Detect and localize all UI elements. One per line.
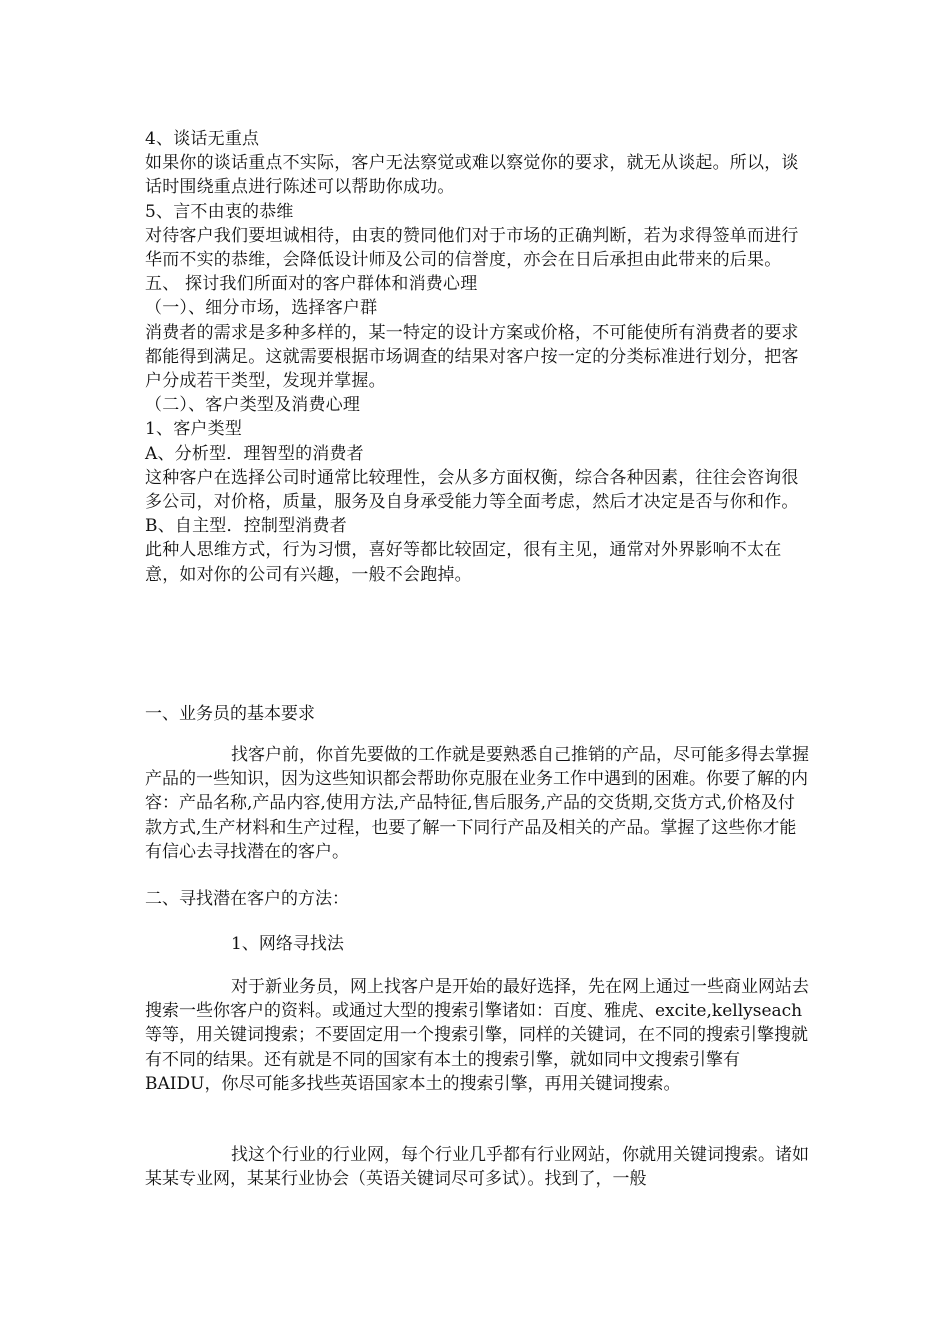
paragraph-5: 对待客户我们要坦诚相待，由衷的赞同他们对于市场的正确判断，若为求得签单而进行华而不实的恭维，会降低设计师及公司的信誉度，亦会在日后承担由此带来的后果。 xyxy=(145,225,799,271)
paragraph-type-b: 此种人思维方式，行为习惯，喜好等都比较固定，很有主见，通常对外界影响不太在意，如对你的公司有兴趣，一般不会跑掉。 xyxy=(145,540,782,585)
section-part1 xyxy=(145,127,810,587)
paragraph-type-a: 这种客户在选择公司时通常比较理性，会从多方面权衡，综合各种因素，往往会咨询很多公司，对价格，质量，服务及自身承受能力等全面考虑，然后才决定是否与你和作。 xyxy=(145,467,799,513)
heading-five: 五、 探讨我们所面对的客户群体和消费心理 xyxy=(145,274,478,295)
heading-sub2: （二）、客户类型及消费心理 xyxy=(145,395,361,416)
heading-type-a: A、分析型．理智型的消费者 xyxy=(145,443,364,464)
paragraph-4: 如果你的谈话重点不实际，客户无法察觉或难以察觉你的要求，就无从谈起。所以，谈话时围绕重点进行陈述可以帮助你成功。 xyxy=(145,153,799,198)
paragraph-method-1b: 找这个行业的行业网，每个行业几乎都有行业网站，你就用关键词搜索。诸如某某专业网，某某行业协会（英语关键词尽可多试）。找到了，一般 xyxy=(145,1145,809,1190)
heading-types: 1、客户类型 xyxy=(145,419,243,440)
heading-two: 二、寻找潜在客户的方法： xyxy=(145,889,349,909)
heading-4: 4、谈话无重点 xyxy=(145,129,260,149)
paragraph-method-1a: 对于新业务员，网上找客户是开始的最好选择，先在网上通过一些商业网站去搜索一些你客户的资料。或通过大型的搜索引擎诸如：百度、雅虎、excite,kellyseach等等，用关键词搜索；不要固定用一个搜索引擎，同样的关键词，在不同的搜索引擎搜就有不同的结果。还有就是不同的国家有本土的搜索引擎，就如同中文搜索引擎有BAIDU，你尽可能多找些英语国家本土的搜索引擎，再用关键词搜索。 xyxy=(145,977,809,1094)
paragraph-sub1: 消费者的需求是多种多样的，某一特定的设计方案或价格，不可能使所有消费者的要求都能得到满足。这就需要根据市场调查的结果对客户按一定的分类标准进行划分，把客户分成若干类型，发现并掌握。 xyxy=(145,322,799,392)
heading-method-1: 1、网络寻找法 xyxy=(231,934,344,954)
paragraph-one: 找客户前，你首先要做的工作就是要熟悉自己推销的产品，尽可能多得去掌握产品的一些知识，因为这些知识都会帮助你克服在业务工作中遇到的困难。你要了解的内容：产品名称,产品内容,使用方法,产品特征,售后服务,产品的交货期,交货方式,价格及付款方式,生产材料和生产过程，也要了解一下同行产品及相关的产品。掌握了这些你才能有信心去寻找潜在的客户。 xyxy=(145,745,809,862)
heading-one: 一、业务员的基本要求 xyxy=(145,704,315,724)
heading-sub1: （一）、细分市场，选择客户群 xyxy=(145,298,378,319)
heading-type-b: B、自主型．控制型消费者 xyxy=(145,516,347,537)
heading-5: 5、言不由衷的恭维 xyxy=(145,201,294,222)
